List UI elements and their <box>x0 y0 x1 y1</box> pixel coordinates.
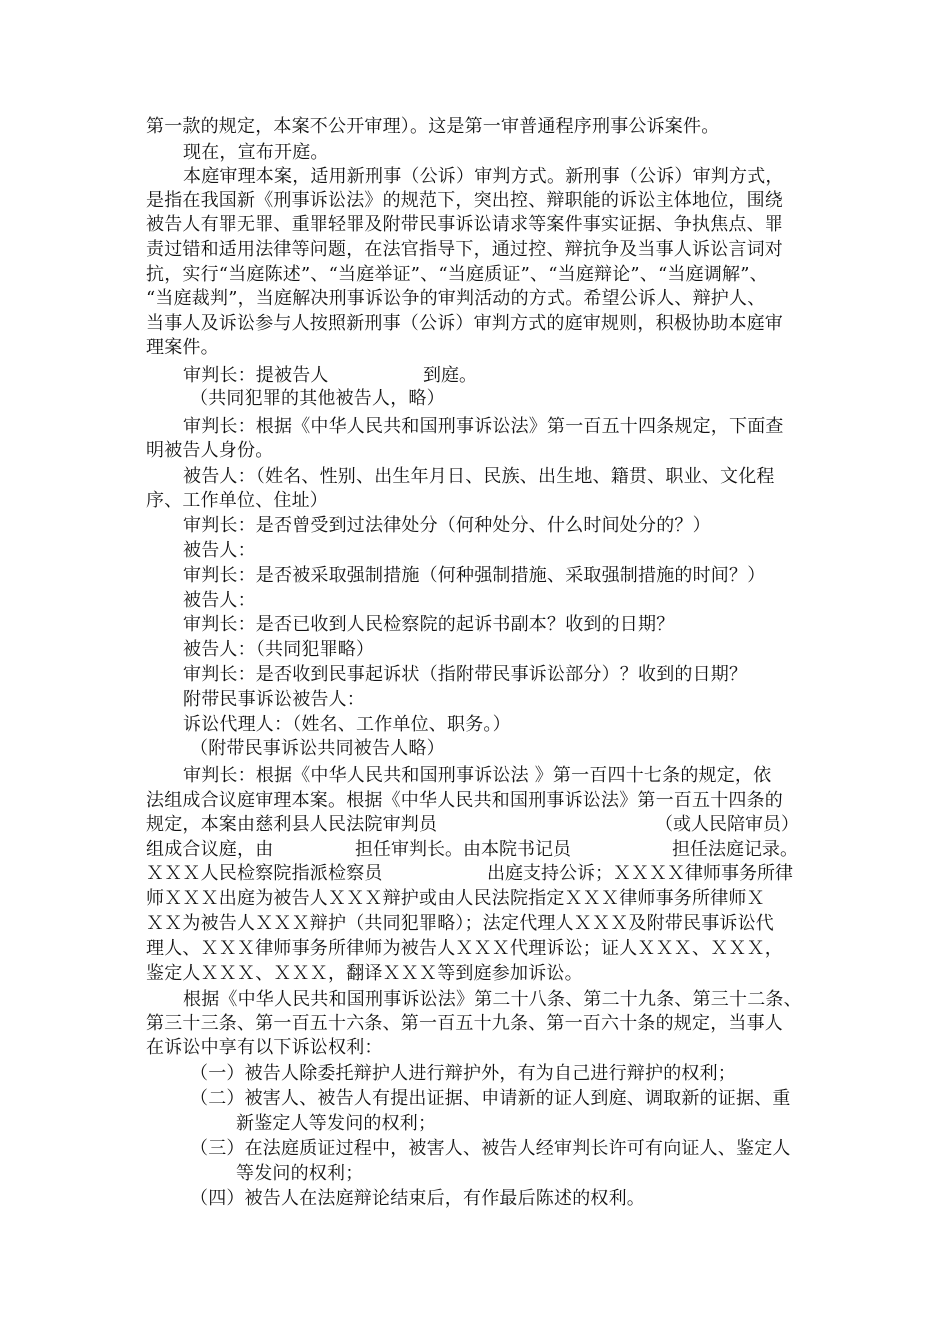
text-line: 被告人有罪无罪、重罪轻罪及附带民事诉讼请求等案件事实证据、争执焦点、罪 <box>146 214 783 235</box>
text-line: 诉讼代理人：（姓名、工作单位、职务。） <box>183 714 511 735</box>
text-line: 当事人及诉讼参与人按照新刑事（公诉）审判方式的庭审规则，积极协助本庭审 <box>146 313 783 334</box>
text-line: 明被告人身份。 <box>146 440 274 461</box>
text-line: （或人民陪审员） <box>655 814 799 835</box>
text-line: 第三十三条、第一百五十六条、第一百五十九条、第一百六十条的规定，当事人 <box>146 1013 783 1034</box>
text-line: 被告人：（姓名、性别、出生年月日、民族、出生地、籍贯、职业、文化程 <box>183 466 775 487</box>
text-line: 规定，本案由慈利县人民法院审判员 <box>146 814 438 835</box>
text-line: （一）被告人除委托辩护人进行辩护外，有为自己进行辩护的权利； <box>190 1063 736 1084</box>
text-line: 附带民事诉讼被告人： <box>183 689 365 710</box>
text-line: 根据《中华人民共和国刑事诉讼法》第二十八条、第二十九条、第三十二条、 <box>183 989 802 1010</box>
text-line: 现在，宣布开庭。 <box>183 142 329 163</box>
text-line: （附带民事诉讼共同被告人略） <box>190 738 445 759</box>
text-line: ＸＸＸ人民检察院指派检察员 <box>146 863 383 884</box>
text-line: 序、工作单位、住址） <box>146 490 328 511</box>
text-line: 新鉴定人等发问的权利； <box>236 1113 437 1134</box>
text-line: 审判长：提被告人 <box>183 365 329 386</box>
text-line: （四）被告人在法庭辩论结束后，有作最后陈述的权利。 <box>190 1188 645 1209</box>
text-line: 审判长：根据《中华人民共和国刑事诉讼法 》第一百四十七条的规定，依 <box>183 765 772 786</box>
text-line: 被告人： <box>183 590 256 611</box>
text-line: ＸＸ为被告人ＸＸＸ辩护（共同犯罪略）；法定代理人ＸＸＸ及附带民事诉讼代 <box>146 913 774 934</box>
text-line: 本庭审理本案，适用新刑事（公诉）审判方式。新刑事（公诉）审判方式， <box>183 166 784 187</box>
text-line: 担任法庭记录。 <box>672 839 798 860</box>
text-line: 理案件。 <box>146 337 219 358</box>
text-line: 到庭。 <box>423 365 477 386</box>
text-line: 审判长：是否收到民事起诉状（指附带民事诉讼部分）？收到的日期？ <box>183 664 748 685</box>
text-line: 是指在我国新《刑事诉讼法》的规范下，突出控、辩职能的诉讼主体地位，围绕 <box>146 190 783 211</box>
text-line: 审判长：是否曾受到过法律处分（何种处分、什么时间处分的？） <box>183 515 711 536</box>
text-line: 审判长：是否已收到人民检察院的起诉书副本？收到的日期？ <box>183 614 675 635</box>
text-line: 被告人：（共同犯罪略） <box>183 639 375 660</box>
text-line: （二）被害人、被告人有提出证据、申请新的证人到庭、调取新的证据、重 <box>190 1088 791 1109</box>
text-line: 组成合议庭，由 <box>146 839 274 860</box>
text-line: （共同犯罪的其他被告人，略） <box>190 388 445 409</box>
text-line: 等发问的权利； <box>236 1163 364 1184</box>
text-line: 理人、ＸＸＸ律师事务所律师为被告人ＸＸＸ代理诉讼；证人ＸＸＸ、ＸＸＸ， <box>146 938 783 959</box>
text-line: 被告人： <box>183 540 256 561</box>
text-line: 法组成合议庭审理本案。根据《中华人民共和国刑事诉讼法》第一百五十四条的 <box>146 790 783 811</box>
text-line: 审判长：是否被采取强制措施（何种强制措施、采取强制措施的时间？） <box>183 565 766 586</box>
text-line: 担任审判长。由本院书记员 <box>355 839 571 860</box>
text-line: 抗，实行“当庭陈述”、“当庭举证”、“当庭质证”、“当庭辩论”、“当庭调解”、 <box>146 264 768 285</box>
text-line: “当庭裁判”，当庭解决刑事诉讼争的审判活动的方式。希望公诉人、辩护人、 <box>146 288 766 309</box>
text-line: 出庭支持公诉；ＸＸＸＸ律师事务所律 <box>487 863 793 884</box>
text-line: 审判长：根据《中华人民共和国刑事诉讼法》第一百五十四条规定，下面查 <box>183 416 784 437</box>
text-line: 第一款的规定，本案不公开审理）。这是第一审普通程序刑事公诉案件。 <box>146 116 720 137</box>
text-line: 师ＸＸＸ出庭为被告人ＸＸＸ辩护或由人民法院指定ＸＸＸ律师事务所律师Ｘ <box>146 888 765 909</box>
text-line: （三）在法庭质证过程中，被害人、被告人经审判长许可有向证人、鉴定人 <box>190 1138 791 1159</box>
text-line: 责过错和适用法律等问题，在法官指导下，通过控、辩抗争及当事人诉讼言词对 <box>146 239 783 260</box>
text-line: 鉴定人ＸＸＸ、ＸＸＸ，翻译ＸＸＸ等到庭参加诉讼。 <box>146 963 583 984</box>
text-line: 在诉讼中享有以下诉讼权利： <box>146 1037 383 1058</box>
